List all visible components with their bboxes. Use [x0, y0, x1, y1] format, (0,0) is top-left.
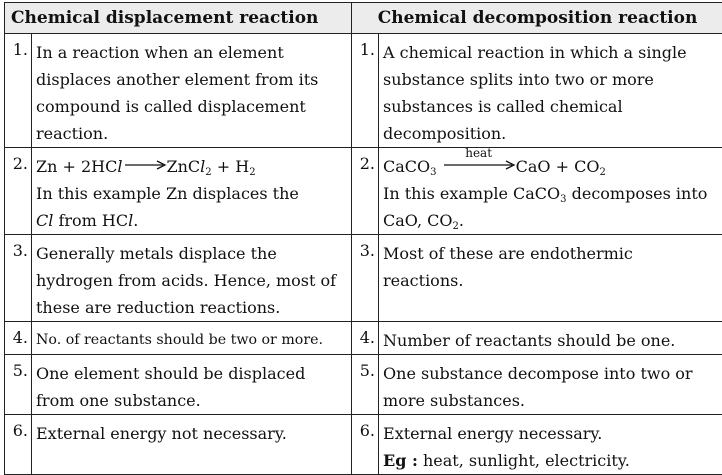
header-row	[5, 3, 722, 34]
displacement-cell: In a reaction when an element displaces another element from its compound is called displacement reaction.	[32, 34, 352, 148]
displacement-cell: No. of reactants should be two or more.	[32, 322, 352, 355]
decomposition-equation: CaCO$_3$ heat CaO + $CO_2$	[383, 157, 606, 176]
row-number: 3.	[5, 235, 32, 322]
decomposition-cell: Number of reactants should be one.	[379, 322, 722, 355]
example-label: Eg :	[383, 451, 418, 470]
table-row	[5, 235, 722, 322]
row-number: 6.	[5, 415, 32, 475]
row-number: 4.	[352, 322, 379, 355]
displacement-cell: One element should be displaced from one substance.	[32, 355, 352, 415]
heat-arrow-icon: heat	[442, 155, 516, 173]
header-decomposition: Chemical decomposition reaction	[352, 3, 722, 34]
table-row	[5, 148, 722, 235]
comparison-table	[4, 2, 722, 475]
row-number: 2.	[5, 148, 32, 235]
reaction-arrow-icon	[123, 155, 167, 173]
displacement-cell: Zn + 2HCl ZnCl$_2$ + $H_2$ In this example Zn displaces the Cl from HCl.	[32, 148, 352, 235]
row-number: 6.	[352, 415, 379, 475]
table-row	[5, 34, 722, 148]
displacement-cell: External energy not necessary.	[32, 415, 352, 475]
decomposition-cell: A chemical reaction in which a single substance splits into two or more substances is called chemical decomposition.	[379, 34, 722, 148]
decomposition-cell: CaCO$_3$ heat CaO + $CO_2$ In this example CaCO$_3$ decomposes into CaO, $CO_2$.	[379, 148, 722, 235]
row-number: 5.	[352, 355, 379, 415]
row-number: 4.	[5, 322, 32, 355]
row-number: 5.	[5, 355, 32, 415]
table-row	[5, 355, 722, 415]
table-row	[5, 322, 722, 355]
decomposition-cell: Most of these are endothermic reactions.	[379, 235, 722, 322]
decomposition-cell: External energy necessary. Eg : heat, sunlight, electricity.	[379, 415, 722, 475]
displacement-cell: Generally metals displace the hydrogen from acids. Hence, most of these are reduction reactions.	[32, 235, 352, 322]
table-row	[5, 415, 722, 475]
displacement-equation: Zn + 2HCl ZnCl$_2$ + $H_2$	[36, 157, 256, 176]
row-number: 2.	[352, 148, 379, 235]
decomposition-cell: One substance decompose into two or more substances.	[379, 355, 722, 415]
header-displacement: Chemical displacement reaction	[5, 3, 352, 34]
row-number: 3.	[352, 235, 379, 322]
row-number: 1.	[5, 34, 32, 148]
row-number: 1.	[352, 34, 379, 148]
